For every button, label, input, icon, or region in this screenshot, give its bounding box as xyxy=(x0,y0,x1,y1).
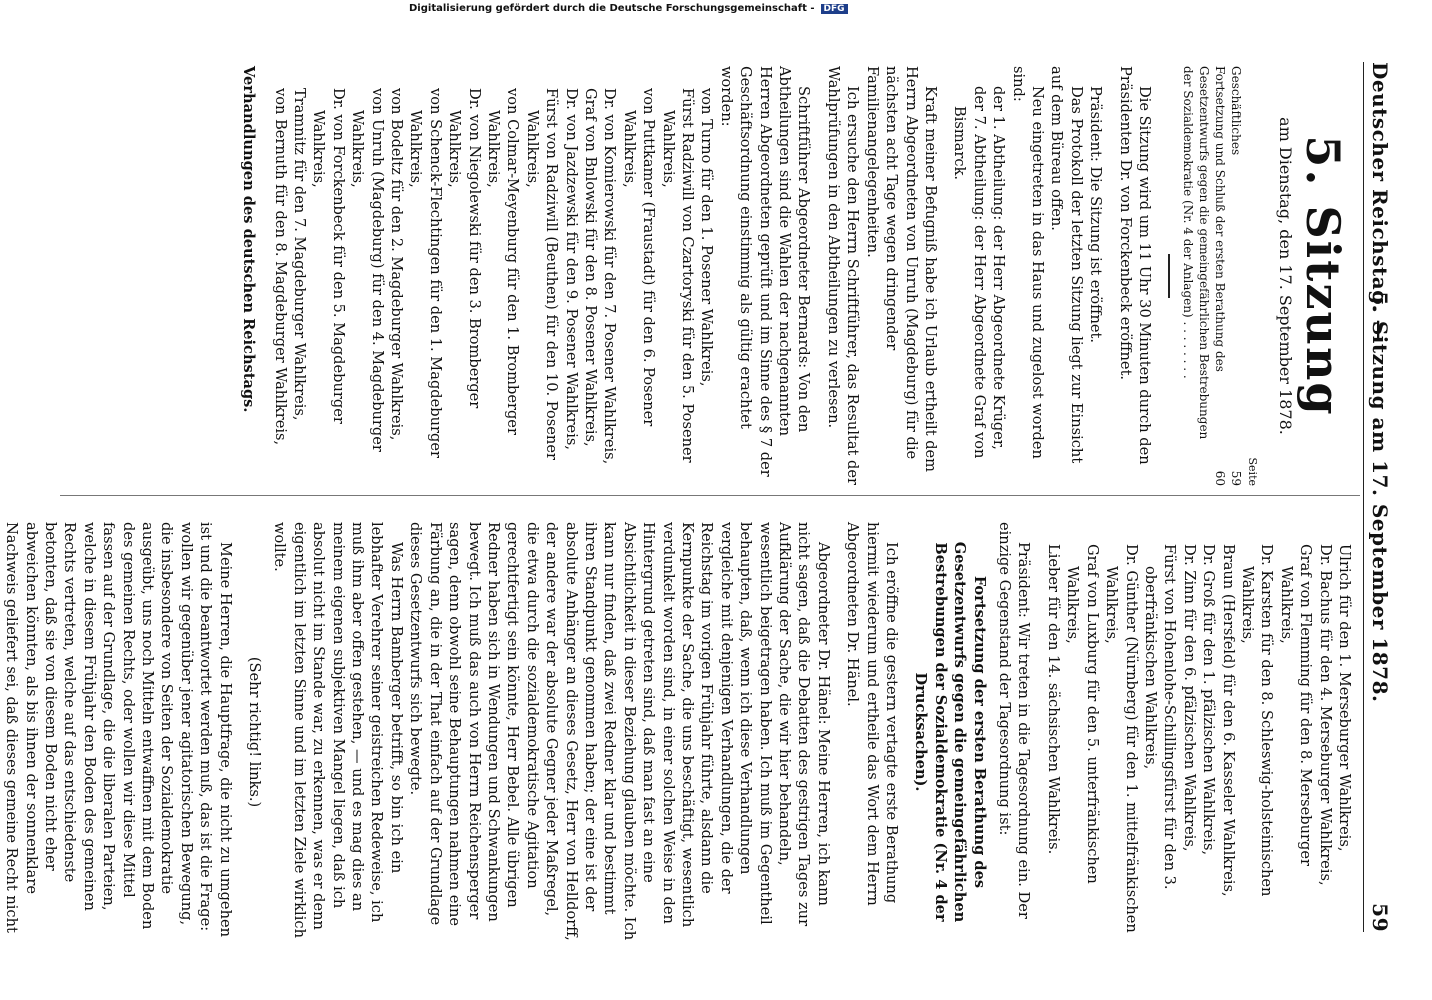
paragraph: Graf von Luxburg für den 5. unterfränkischen Wahlkreis, xyxy=(1064,544,1101,884)
paragraph: (Sehr richtig! links.) xyxy=(246,656,264,808)
section-rule xyxy=(1168,254,1170,298)
toc-item-text: Geschäftliches xyxy=(1229,66,1243,156)
paragraph: Präsident: Die Sitzung ist eröffnet. xyxy=(1087,86,1105,344)
right-column-body xyxy=(0,522,1354,942)
paragraph: Dr. Bachus für den 4. Merseburger Wahlkreis, xyxy=(1316,544,1334,886)
paragraph: Präsident: Wir treten in die Tagesordnung ein. Der einzige Gegenstand der Tagesordnung ist: xyxy=(996,522,1033,919)
toc-item xyxy=(1228,66,1244,486)
paragraph: der 1. Abtheilung: der Herr Abgeordnete Krüger, xyxy=(990,86,1008,450)
page-number: 59 xyxy=(1368,903,1392,932)
paragraph: Ulrich für den 1. Merseburger Wahlkreis, xyxy=(1336,544,1353,852)
paragraph: Die Sitzung wird um 11 Uhr 30 Minuten durch den Präsidenten Dr. von Forckenbeck eröffnet. xyxy=(1116,66,1153,465)
toc-item-text: Fortsetzung und Schluß der ersten Berathung des Gesetzentwurfs gegen die gemeingefährlichen Bestrebungen der Sozialdemokratie (Nr. 4 der Anlagen) . . . . . . . . xyxy=(1181,66,1227,440)
paragraph: von Turno für den 1. Posener Wahlkreis, xyxy=(698,88,716,387)
paragraph: Dr. von Forckenbeck für den 5. Magdeburger Wahlkreis, xyxy=(310,88,347,424)
paragraph: von Bernuth für den 8. Magdeburger Wahlkreis, xyxy=(271,88,289,446)
paragraph: von Puttkamer (Fraustadt) für den 6. Posener Wahlkreis, xyxy=(620,88,658,427)
paragraph: Fürst Radziwill von Czartoryski für den 5. Posener Wahlkreis, xyxy=(659,88,697,463)
paragraph: Fortsetzung der ersten Berathung des Gesetzentwurfs gegen die gemeingefährlichen Bestrebungen der Sozialdemokratie (Nr. 4 der Drucksachen). xyxy=(912,541,988,923)
paragraph: Dr. von Jazdzewski für den 9. Posener Wahlkreis, xyxy=(562,88,580,450)
session-date: am Dienstag, den 17. September 1878. xyxy=(1276,117,1295,435)
paragraph: von Colmar-Meyenburg für den 1. Bromberger Wahlkreis, xyxy=(485,88,522,435)
left-column xyxy=(239,66,1354,486)
paragraph: von Schenck-Flechtingen für den 1. Magdeburger Wahlkreis, xyxy=(407,88,444,458)
paragraph: der 7. Abtheilung: der Herr Abgeordnete Graf von Bismarck. xyxy=(951,86,988,459)
toc-seite-label: Seite xyxy=(1246,457,1259,486)
paragraph: Fürst von Hohenlohe-Schillingsfürst für den 3. oberfränkischen Wahlkreis, xyxy=(1141,544,1179,890)
paragraph: Graf von Bnlowski für den 8. Posener Wahlkreis, xyxy=(582,88,600,447)
paragraph: Ich eröffne die gestern vertagte erste Berathung hiermit wiederum und ertheile das Wort dem Herrn Abgeordneten Dr. Hänel. xyxy=(844,522,901,906)
paragraph: Kraft meiner Befugniß habe ich Urlaub ertheilt dem Herrn Abgeordneten von Unruh (Magdeburg) für die nächsten acht Tage wegen dringender Familienangelegenheiten. xyxy=(863,66,939,473)
paragraph: Dr. Groß für den 1. pfälzischen Wahlkreis, xyxy=(1200,544,1218,856)
paragraph: Dr. Karsten für den 8. Schleswig-holsteinischen Wahlkreis, xyxy=(1238,544,1276,897)
toc-item-page: 60 xyxy=(1213,470,1227,486)
paragraph: Neu eingetreten in das Haus und zugelost worden sind: xyxy=(1009,66,1046,459)
paragraph: Dr. Günther (Nürnberg) für den 1. mittelfränkischen Wahlkreis, xyxy=(1103,544,1140,933)
paragraph: von Bodeltz für den 2. Magdeburger Wahlkreis, xyxy=(387,88,405,441)
paragraph: Graf von Flemming für den 8. Merseburger Wahlkreis, xyxy=(1277,544,1315,866)
digitization-credit xyxy=(409,3,845,17)
paragraph: Abgeordneter Dr. Hänel: Meine Herren, ich kann nicht sagen, daß die Debatten des gestrigen Tages zur Aufklärung der Sache, die wir hier behandeln, wesentlich beigetragen haben. Ich muß im Gegentheil behaupten, daß, wenn ich diese Verhandlungen vergleiche mit denjenigen Verhandlungen, die der Reichstag im vorigen Frühjahr führte, alsdann die Kernpunkte der Sache, die uns beschäftigt, wesentlich verdunkelt worden sind, in einer solchen Weise in den Hintergrund getreten sind, daß man fast an eine Absichtlichkeit in dieser Beziehung glauben möchte. Ich kann nur finden, daß zwei Redner klar und bestimmt ihren Standpunkt genommen haben; der eine ist der absolute Anhänger an dieses Gesetz, Herr von Helldorff, der andere war der absolute Gegner jeder Maßregel, die etwa durch die sozialdemokratische Agitation gerechtfertigt sein könnte, Herr Bebel. Alle übrigen Redner haben sich in Wendungen und Schwankungen bewegt. Ich muß das auch von Herrn Reichensperger sagen, denn obwohl seine Behauptungen nahmen eine Färbung an, die in der That einfach auf der Grundlage dieses Gesetzentwurfs sich bewegte. xyxy=(407,522,832,941)
paragraph: Lieber für den 14. sächsischen Wahlkreis. xyxy=(1044,544,1062,855)
paragraph: Tramnitz für den 7. Magdeburger Wahlkreis, xyxy=(290,88,308,421)
toc-item xyxy=(1180,66,1228,486)
paragraph: von Unruh (Magdeburg) für den 4. Magdeburger Wahlkreis, xyxy=(349,88,386,452)
digitization-credit-text: Digitalisierung gefördert durch die Deutsche Forschungsgemeinschaft - xyxy=(409,3,815,14)
paragraph: Dr. Zinn für den 6. pfälzischen Wahlkreis, xyxy=(1180,544,1198,852)
left-column-body xyxy=(270,66,1154,486)
paragraph: Ich ersuche den Herrn Schriftführer, das Resultat der Wahlprüfungen in den Abtheilungen zu verlesen. xyxy=(824,66,862,486)
dfg-logo: DFG xyxy=(821,4,848,14)
paragraph: Braun (Hersfeld) für den 6. Kasseler Wahlkreis, xyxy=(1219,544,1237,897)
paragraph: Was Herrn Bamberger betrifft, so bin ich ein lebhafter Verehrer seiner geistreichen Redeweise, ich muß ihm aber offen gestehen, — und es mag dies an meinem eigenen subjektiven Mangel liegen, daß ich absolut nicht im Stande war, zu erkennen, was er denn eigentlich im letzten Sinne und im letzten Ziele wirklich wollte. xyxy=(271,522,405,938)
paragraph: Fürst von Radziwill (Beuthen) für den 10. Posener Wahlkreis, xyxy=(523,88,561,460)
column-divider xyxy=(60,495,1360,496)
left-footer: Verhandlungen des deutschen Reichstags. xyxy=(240,66,258,413)
page-header xyxy=(1363,62,1394,932)
toc-header xyxy=(1244,66,1260,486)
toc-item-page: 59 xyxy=(1229,470,1243,486)
right-column xyxy=(0,522,1354,942)
paragraph: Das Protokoll der letzten Sitzung liegt zur Einsicht auf dem Büreau offen. xyxy=(1048,66,1085,464)
paragraph: Meine Herren, die Hauptfrage, die nicht zu umgehen ist und die beantwortet werden muß, das ist die Frage: wollen wir gegenüber jener agitatorischen Bewegung, die insbesondere von Seiten der Sozialdemokratie ausgeübt, uns noch Mitteln entwaffnen mit dem Boden des gemeinen Rechts, oder wollen wir diese Mittel fassen auf der Grundlage, die die liberalen Parteien, welche in diesem Frühjahr den Boden des gemeinen Rechts vertreten, welche auf das entschiedenste betonten, daß sie von diesem Boden nicht eher abweichen könnten, als bis ihnen der sonnenklare Nachweis geliefert sei, daß dieses gemeine Recht nicht xyxy=(3,522,234,938)
header-title: 5. Sitzung am 17. September 1878. xyxy=(1368,291,1392,703)
header-publication: Deutscher Reichstag. — xyxy=(1368,62,1392,341)
session-title: 5. Sitzung xyxy=(1296,135,1350,417)
paragraph: Dr. von Komierowski für den 7. Posener Wahlkreis, xyxy=(601,88,619,465)
paragraph: Dr. von Niegolewski für den 3. Bromberger Wahlkreis, xyxy=(446,88,483,409)
paragraph: Schriftführer Abgeordneter Bernards: Von den Abtheilungen sind die Wahlen der nachgenannten Herren Abgeordneten geprüft und im Sinne des § 7 der Geschäftsordnung einstimmig als gültig erachtet worden: xyxy=(717,66,813,477)
